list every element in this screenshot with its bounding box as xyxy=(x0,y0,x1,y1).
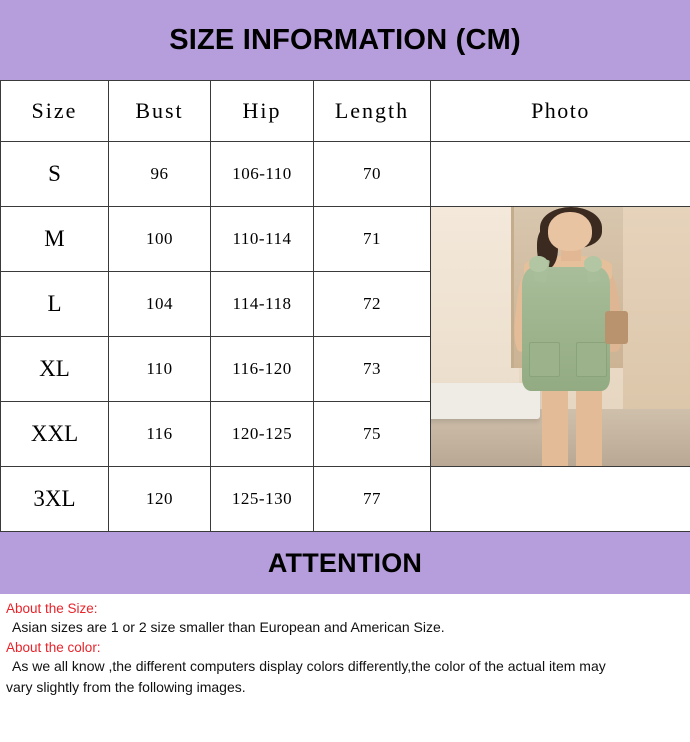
model-head xyxy=(548,212,592,251)
cell-bust: 120 xyxy=(109,467,211,532)
column-header-bust: Bust xyxy=(109,81,211,142)
cell-bust: 100 xyxy=(109,207,211,272)
photo-blank-area xyxy=(431,142,690,206)
model-left-leg xyxy=(542,386,568,466)
size-information-title: SIZE INFORMATION (CM) xyxy=(169,23,521,56)
photo-cell-bottom-blank xyxy=(431,467,690,532)
product-photo xyxy=(431,207,690,466)
cell-bust: 116 xyxy=(109,402,211,467)
cell-size: 3XL xyxy=(1,467,109,532)
size-table xyxy=(0,80,690,532)
romper-pocket-right xyxy=(576,342,606,378)
cell-size: L xyxy=(1,272,109,337)
cell-length: 73 xyxy=(314,337,431,402)
column-header-photo: Photo xyxy=(431,81,690,142)
note-heading-color: About the color: xyxy=(6,639,101,655)
model-right-leg xyxy=(576,386,602,466)
note-heading-size: About the Size: xyxy=(6,601,98,616)
size-information-header xyxy=(0,0,690,80)
table-row xyxy=(1,207,690,272)
size-table-head xyxy=(1,81,690,142)
romper-knot-left xyxy=(529,256,547,272)
cell-size: XXL xyxy=(1,402,109,467)
column-header-size: Size xyxy=(1,81,109,142)
cell-length: 72 xyxy=(314,272,431,337)
table-row xyxy=(1,142,690,207)
cell-hip: 106-110 xyxy=(211,142,314,207)
photo-model xyxy=(431,207,690,466)
cell-size: M xyxy=(1,207,109,272)
cell-size: S xyxy=(1,142,109,207)
column-header-length: Length xyxy=(314,81,431,142)
note-text-size: Asian sizes are 1 or 2 size smaller than European and American Size. xyxy=(12,619,445,636)
note-text-color-line1: As we all know ,the different computers display colors differently,the color of the actual item may xyxy=(12,658,606,675)
cell-length: 71 xyxy=(314,207,431,272)
cell-hip: 120-125 xyxy=(211,402,314,467)
cell-length: 75 xyxy=(314,402,431,467)
cell-size: XL xyxy=(1,337,109,402)
cell-length: 70 xyxy=(314,142,431,207)
cell-hip: 116-120 xyxy=(211,337,314,402)
photo-blank-area xyxy=(431,467,690,531)
cell-bust: 110 xyxy=(109,337,211,402)
cell-bust: 104 xyxy=(109,272,211,337)
attention-title: ATTENTION xyxy=(267,547,423,578)
table-row xyxy=(1,467,690,532)
cell-hip: 114-118 xyxy=(211,272,314,337)
model-handbag xyxy=(605,311,628,345)
romper-knot-right xyxy=(584,256,602,272)
product-photo-cell xyxy=(431,207,690,467)
cell-bust: 96 xyxy=(109,142,211,207)
cell-length: 77 xyxy=(314,467,431,532)
photo-cell-top-blank xyxy=(431,142,690,207)
column-header-hip: Hip xyxy=(211,81,314,142)
table-header-row xyxy=(1,81,690,142)
notes-section xyxy=(0,594,690,697)
cell-hip: 110-114 xyxy=(211,207,314,272)
cell-hip: 125-130 xyxy=(211,467,314,532)
size-table-body xyxy=(1,142,690,532)
romper-pocket-left xyxy=(529,342,559,378)
attention-header xyxy=(0,532,690,594)
note-text-color-line2: vary slightly from the following images. xyxy=(6,678,246,695)
